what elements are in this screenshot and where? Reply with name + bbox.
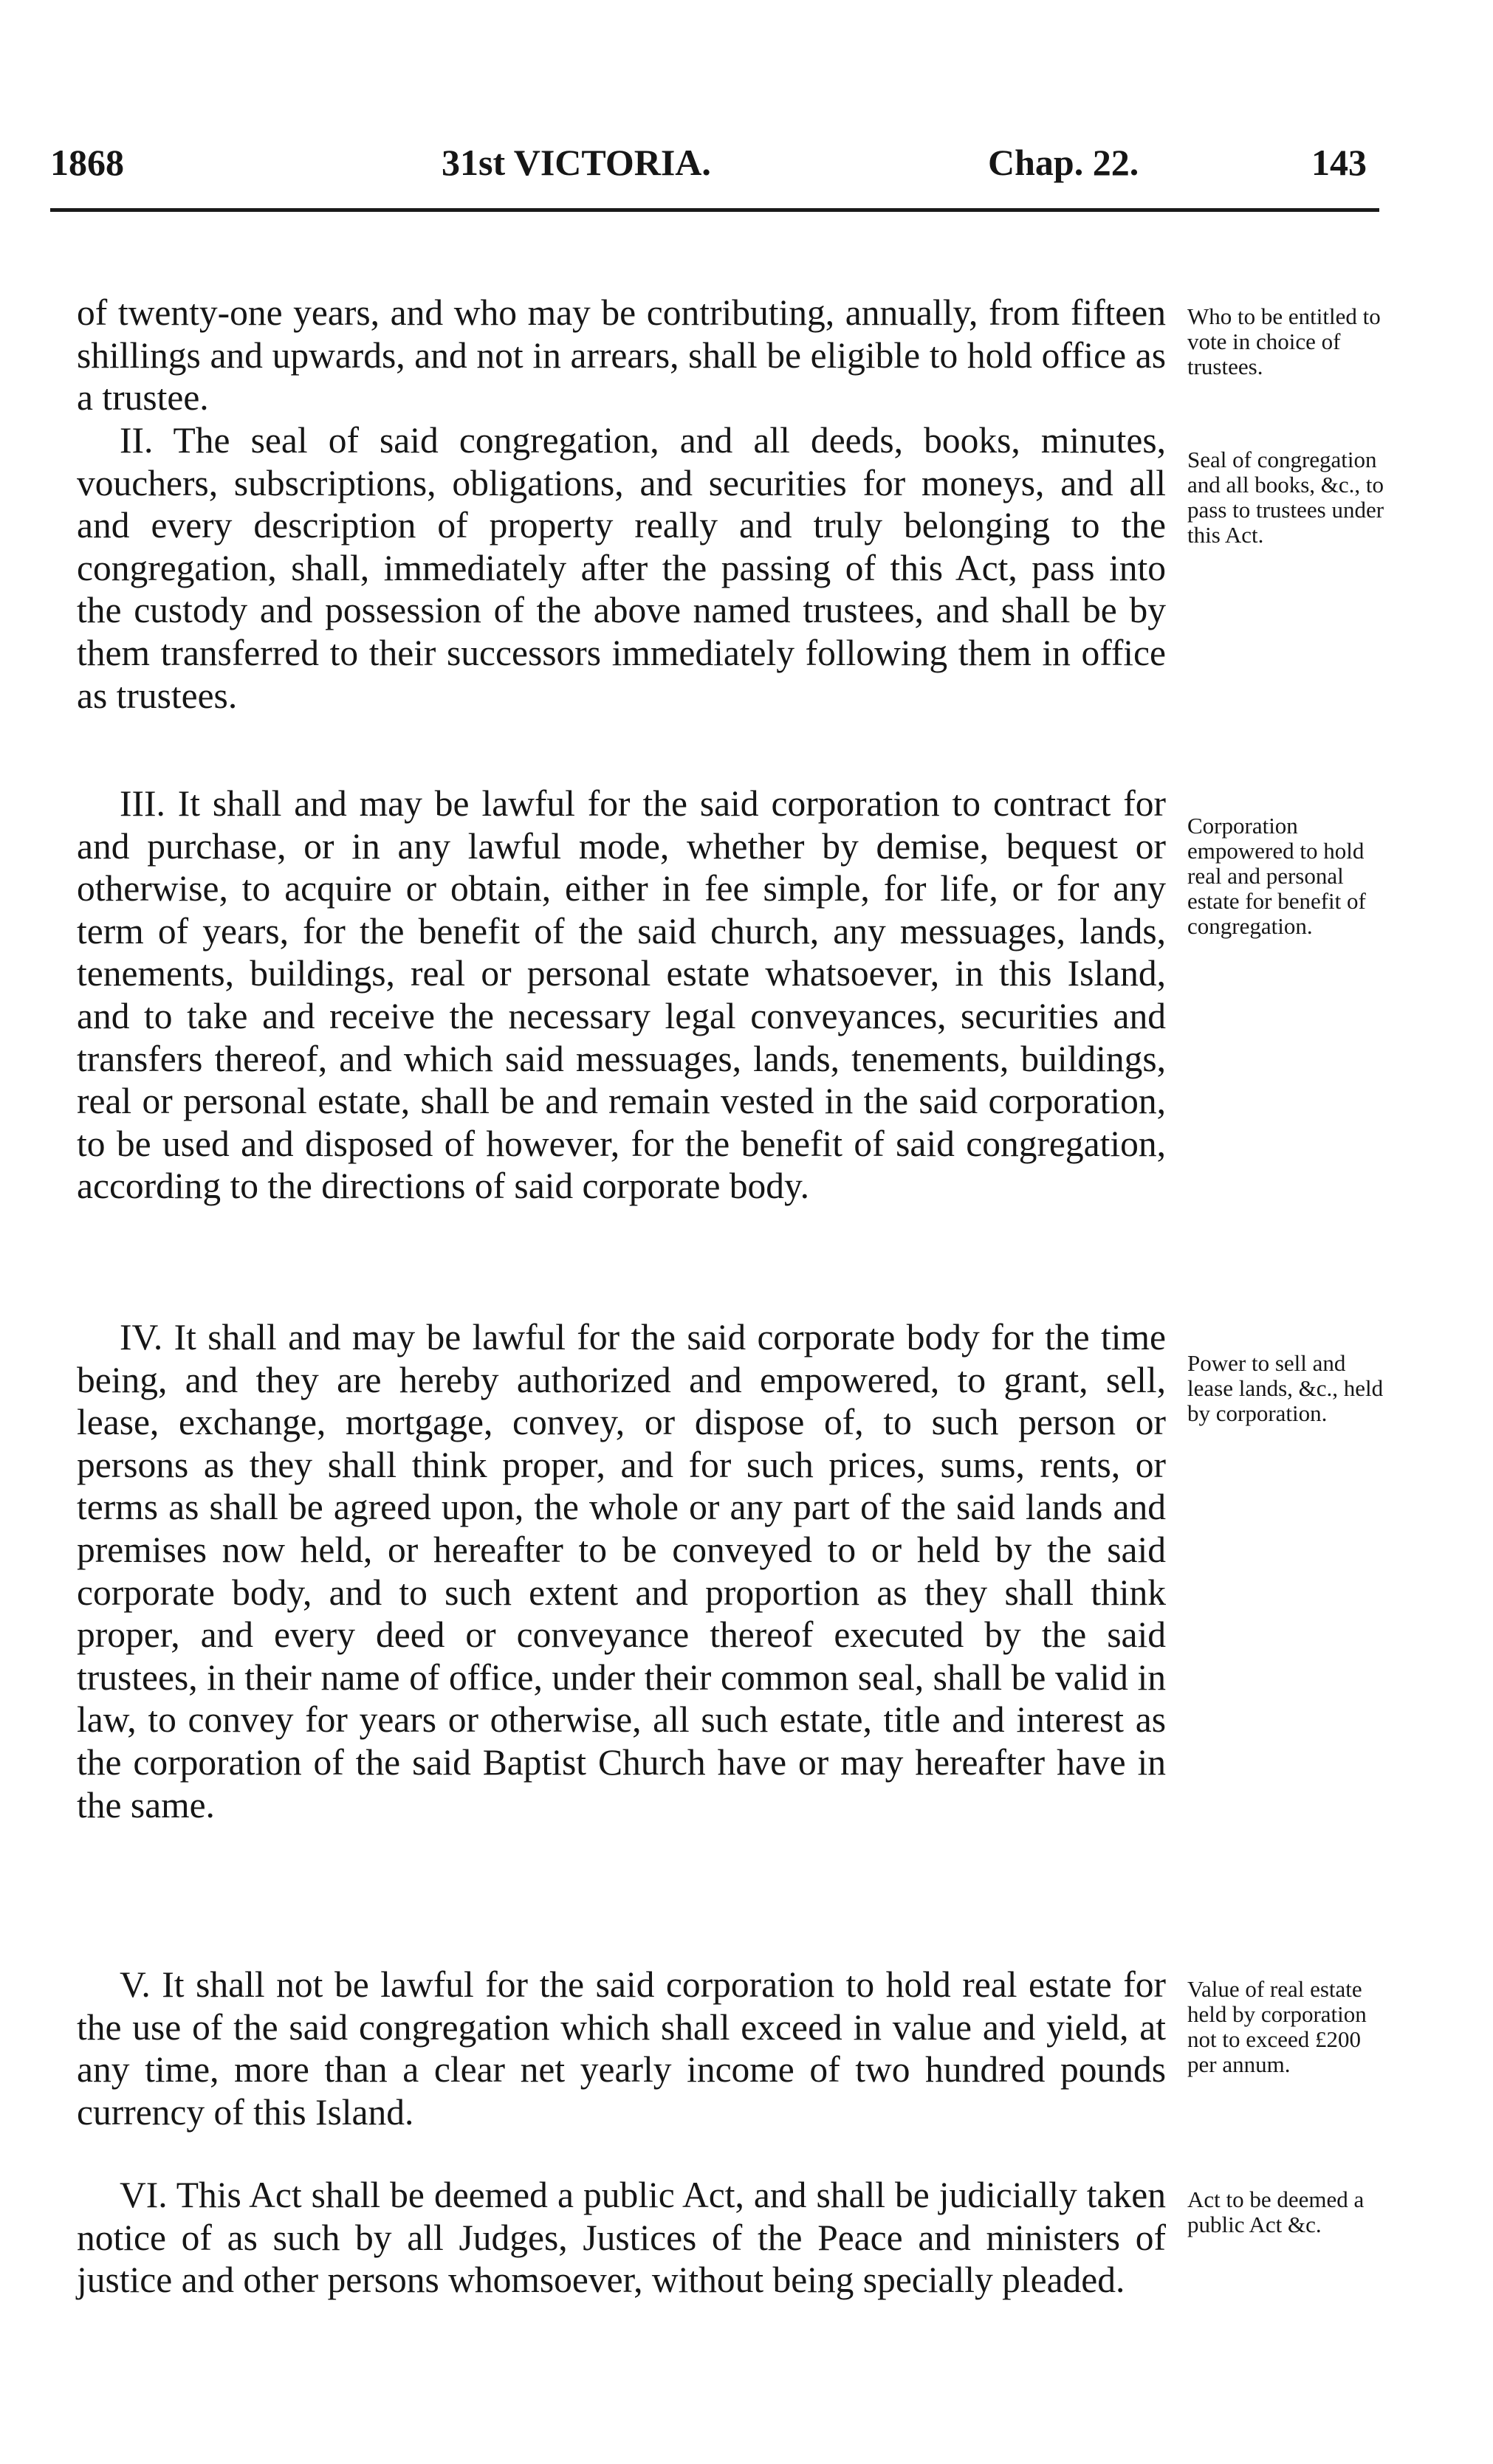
header-rule <box>50 208 1379 212</box>
header-page-number: 143 <box>1311 142 1367 183</box>
header-year: 1868 <box>50 142 124 183</box>
marginal-note-corporation: Corporation empowered to hold real and personal estate for benefit of congregation. <box>1187 813 1366 939</box>
section-iii: III. It shall and may be lawful for the said corporation to contract for and purchase, or in any lawful mode, whether by demise, bequest or otherwise, to acquire or obtain, either in fee simple, for life, or for any term of years, for the benefit of the said church, any messuages, lands, tenements, buildings, real or personal estate whatsoever, in this Island, and to take and receive the necessary legal conveyances, securities and transfers thereof, and which said messuages, lands, tenements, buildings, real or personal estate, shall be and remain vested in the said corporation, to be used and disposed of however, for the benefit of said congregation, according to the directions of said corporate body. <box>77 783 1166 1207</box>
section-iv: IV. It shall and may be lawful for the said corporate body for the time being, and they are hereby authorized and empowered, to grant, sell, lease, exchange, mortgage, convey, or dispose of, to such person or persons as they shall think proper, and for such prices, sums, rents, or terms as shall be agreed upon, the whole or any part of the said lands and premises now held, or hereafter to be conveyed to or held by the said corporate body, and to such extent and proportion as they shall think proper, and every deed or conveyance thereof executed by the said trustees, in their name of office, under their common seal, shall be valid in law, to convey for years or otherwise, all such estate, title and interest as the corporation of the said Baptist Church have or may hereafter have in the same. <box>77 1317 1166 1825</box>
header-title: 31st VICTORIA. <box>442 142 711 183</box>
marginal-note-public-act: Act to be deemed a public Act &c. <box>1187 2186 1365 2237</box>
marginal-note-power: Power to sell and lease lands, &c., held by corporation. <box>1187 1350 1384 1426</box>
marginal-note-voting: Who to be entitled to vote in choice of trustees. <box>1187 303 1381 379</box>
section-vi: VI. This Act shall be deemed a public Act, and shall be judicially taken notice of as such by all Judges, Justices of the Peace and ministers of justice and other persons whomsoever, without being specially pleaded. <box>77 2175 1166 2301</box>
marginal-note-seal: Seal of congregation and all books, &c., to pass to trustees under this Act. <box>1187 447 1384 548</box>
section-v: V. It shall not be lawful for the said corporation to hold real estate for the use of the said congregation which shall exceed in value and yield, at any time, more than a clear net yearly income of two hundred pounds currency of this Island. <box>77 1964 1166 2133</box>
running-header <box>50 140 1379 185</box>
header-chapter: Chap. 22. <box>988 142 1139 183</box>
section-ii: II. The seal of said congregation, and all deeds, books, minutes, vouchers, subscriptions, obligations, and securities for moneys, and all and every description of property really and truly belonging to the congregation, shall, immediately after the passing of this Act, pass into the custody and possession of the above named trustees, and shall be by them transferred to their successors immediately following them in office as trustees. <box>77 420 1166 716</box>
paragraph-continuation: of twenty-one years, and who may be contributing, annually, from fifteen shillings and upwards, and not in arrears, shall be eligible to hold office as a trustee. <box>77 292 1166 419</box>
marginal-note-value: Value of real estate held by corporation not to exceed £200 per annum. <box>1187 1976 1367 2077</box>
